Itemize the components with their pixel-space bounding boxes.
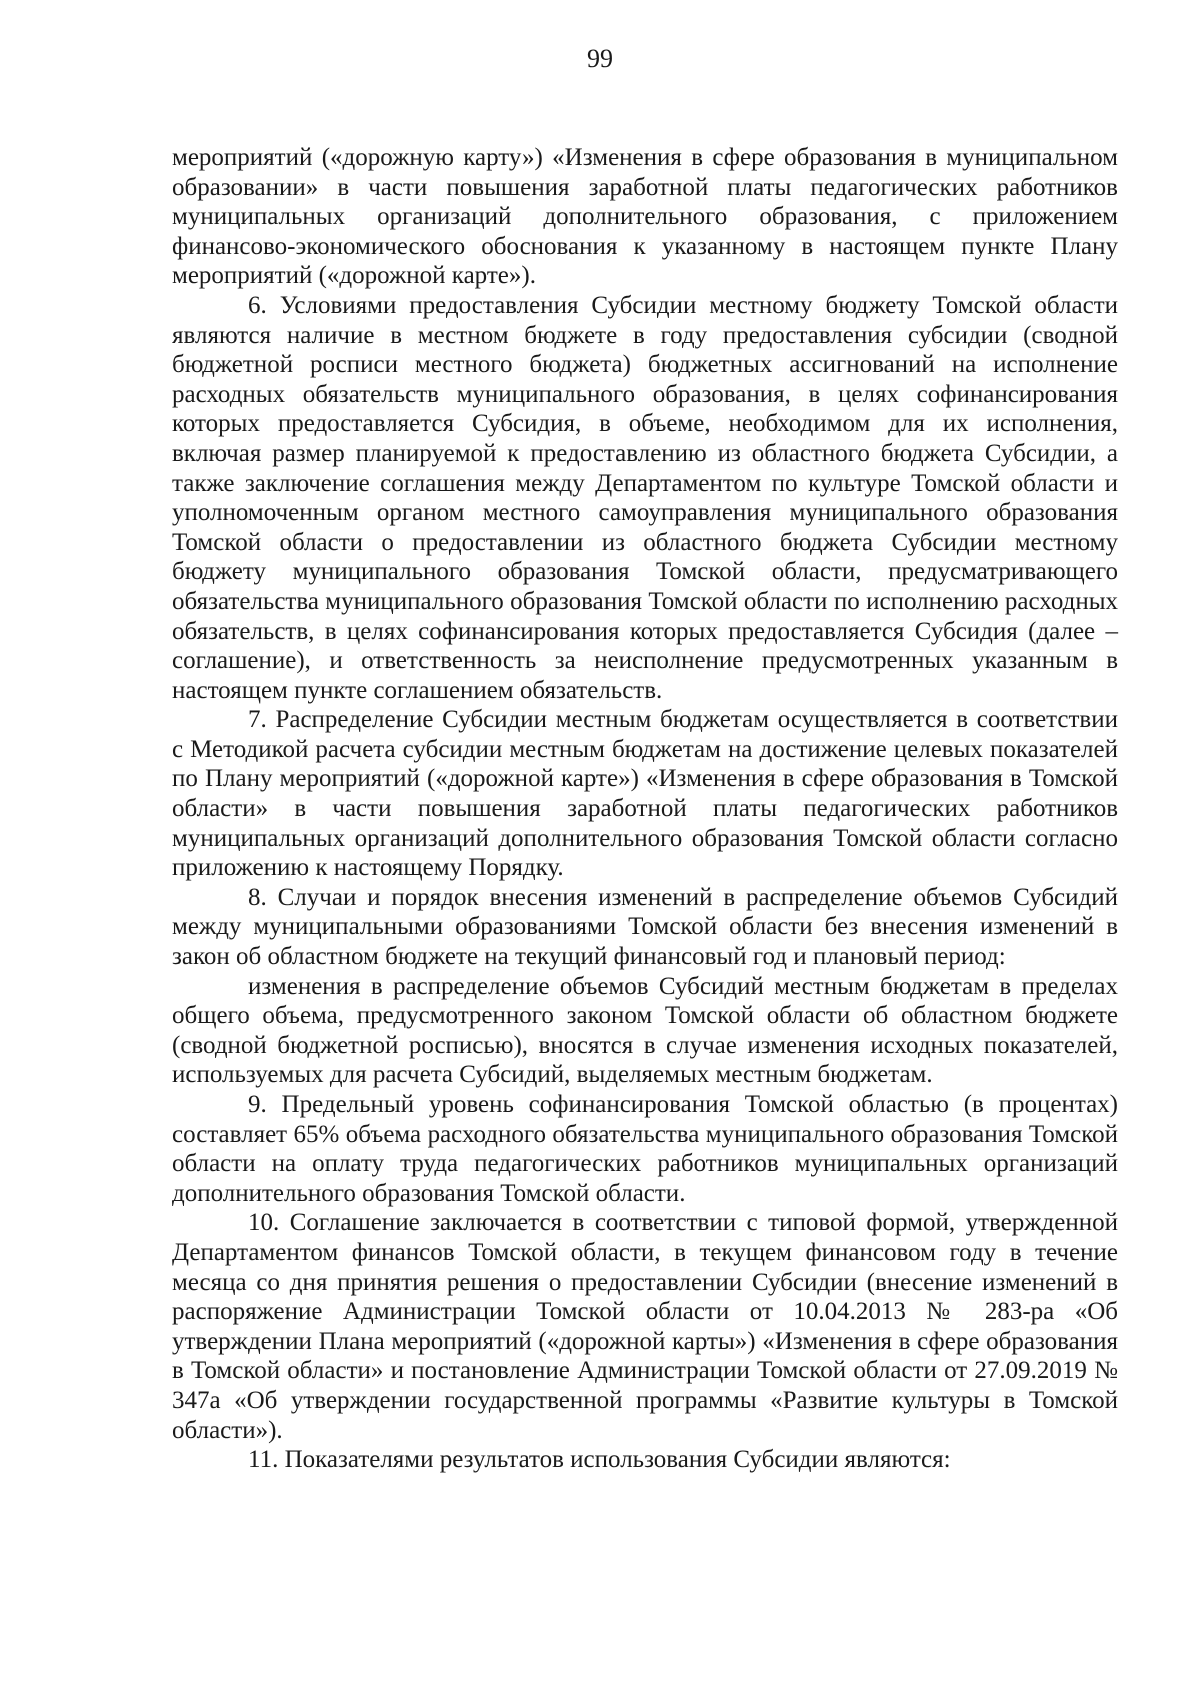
paragraph-item-7: 7. Распределение Субсидии местным бюджетам осуществляется в соответствии с Методикой расчета субсидии местным бюджетам на достижение целевых показателей по Плану мероприятий («дорожной карте») «Изменения в сфере образования в Томской области» в части повышения заработной платы педагогических работников муниципальных организаций дополнительного образования Томской области согласно приложению к настоящему Порядку.: [172, 706, 1118, 882]
paragraph-item-10: 10. Соглашение заключается в соответствии с типовой формой, утвержденной Департаментом финансов Томской области, в текущем финансовом году в течение месяца со дня принятия решения о предоставлении Субсидии (внесение изменений в распоряжение Администрации Томской области от 10.04.2013 № 283-ра «Об утверждении Плана мероприятий («дорожной карты») «Изменения в сфере образования в Томской области» и постановление Администрации Томской области от 27.09.2019 № 347а «Об утверждении государственной программы «Развитие культуры в Томской области»).: [172, 1209, 1118, 1444]
paragraph-item-8: 8. Случаи и порядок внесения изменений в распределение объемов Субсидий между муниципальными образованиями Томской области без внесения изменений в закон об областном бюджете на текущий финансовый год и плановый период:: [172, 883, 1118, 971]
paragraph-item-6: 6. Условиями предоставления Субсидии местному бюджету Томской области являются наличие в местном бюджете в году предоставления субсидии (сводной бюджетной росписи местного бюджета) бюджетных ассигнований на исполнение расходных обязательств муниципального образования, в целях софинансирования которых предоставляется Субсидия, в объеме, необходимом для их исполнения, включая размер планируемой к предоставлению из областного бюджета Субсидии, а также заключение соглашения между Департаментом по культуре Томской области и уполномоченным органом местного самоуправления муниципального образования Томской области о предоставлении из областного бюджета Субсидии местному бюджету муниципального образования Томской области, предусматривающего обязательства муниципального образования Томской области по исполнению расходных обязательств, в целях софинансирования которых предоставляется Субсидия (далее – соглашение), и ответственность за неисполнение предусмотренных указанным в настоящем пункте соглашением обязательств.: [172, 291, 1118, 704]
paragraph-item-11: 11. Показателями результатов использования Субсидии являются:: [248, 1446, 951, 1474]
paragraph-item-8-detail: изменения в распределение объемов Субсидий местным бюджетам в пределах общего объема, предусмотренного законом Томской области об областном бюджете (сводной бюджетной росписью), вносятся в случае изменения исходных показателей, используемых для расчета Субсидий, выделяемых местным бюджетам.: [172, 972, 1118, 1089]
paragraph-continuation: мероприятий («дорожную карту») «Изменения в сфере образования в муниципальном образовании» в части повышения заработной платы педагогических работников муниципальных организаций дополнительного образования, с приложением финансово-экономического обоснования к указанному в настоящем пункте Плану мероприятий («дорожной карте»).: [172, 144, 1118, 290]
document-body: [172, 143, 1118, 1475]
paragraph-item-9: 9. Предельный уровень софинансирования Томской областью (в процентах) составляет 65% объема расходного обязательства муниципального образования Томской области на оплату труда педагогических работников муниципальных организаций дополнительного образования Томской области.: [172, 1091, 1118, 1207]
page-number: 99: [587, 44, 613, 73]
